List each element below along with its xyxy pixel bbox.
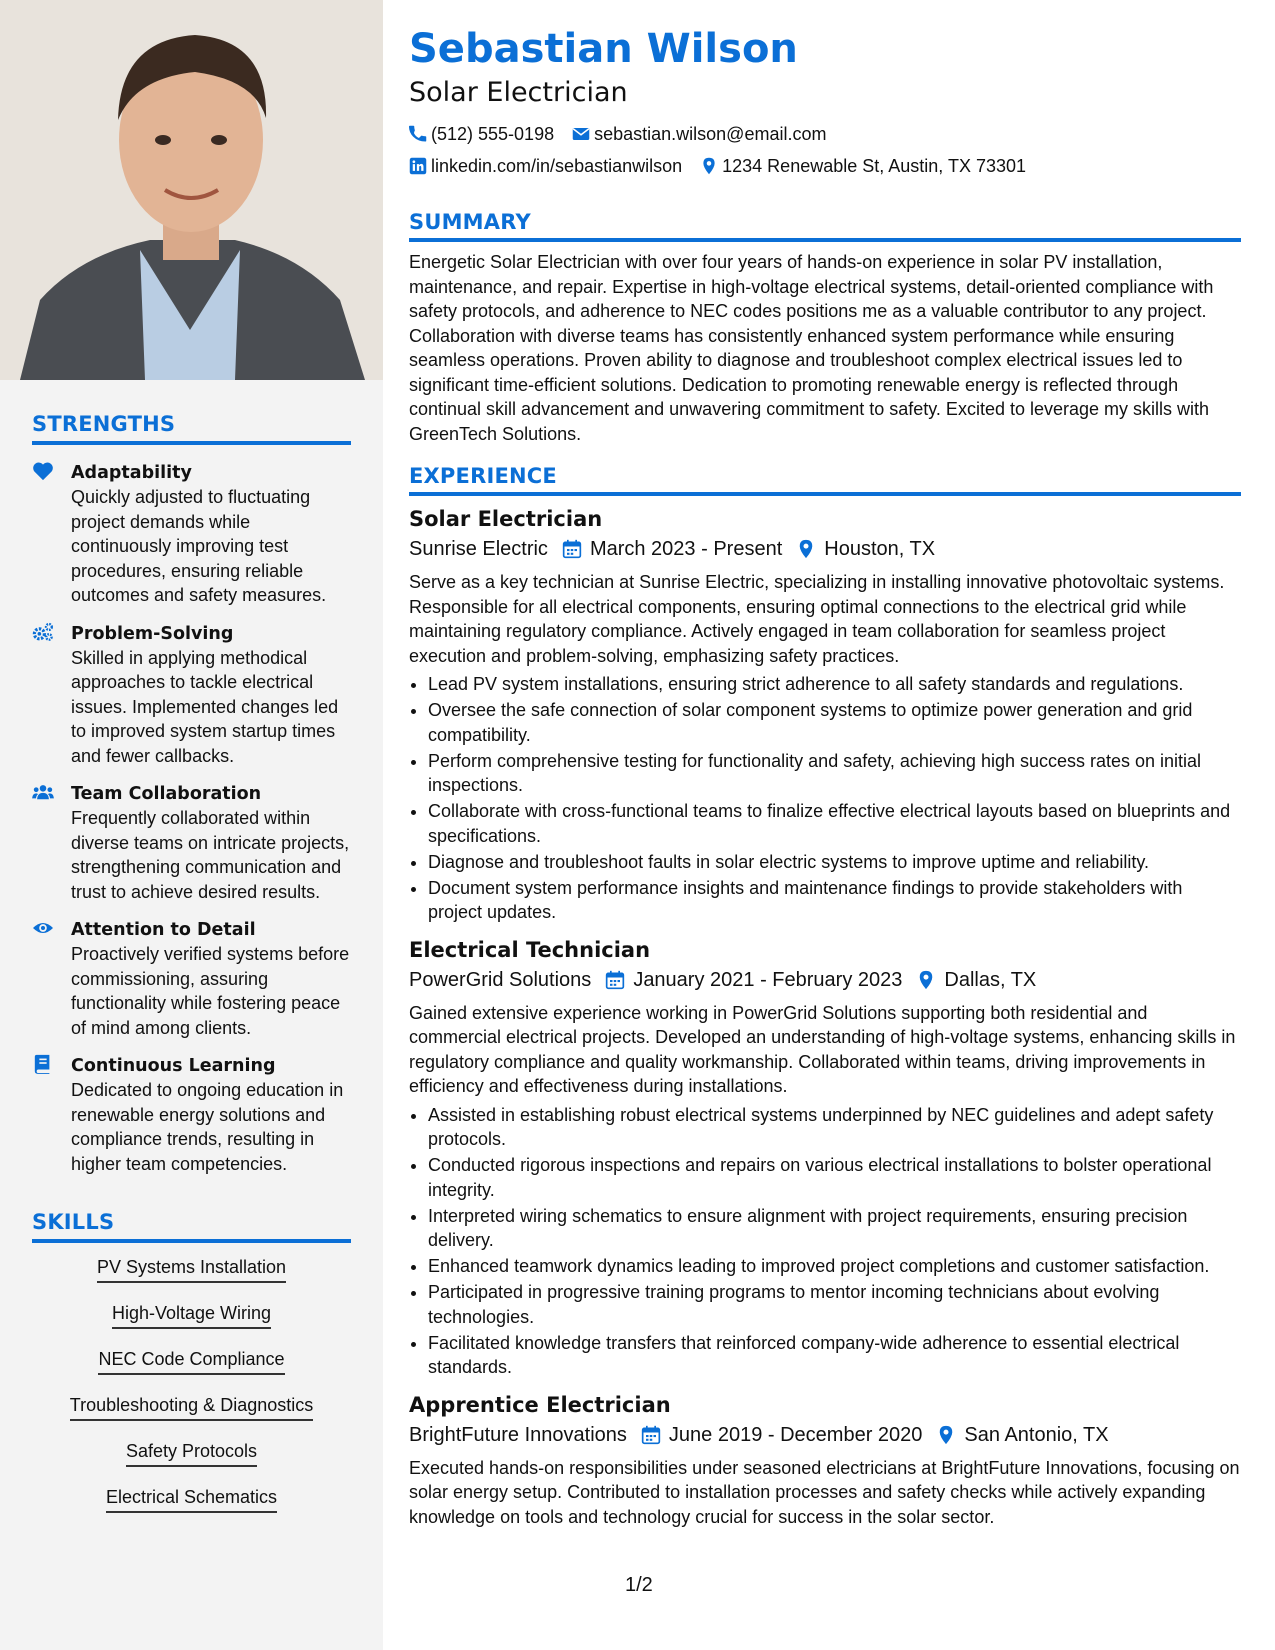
email-contact[interactable] bbox=[572, 118, 826, 150]
job-bullet: • Document system performance insights and maintenance findings to provide stakeholders with project updates. bbox=[428, 876, 1241, 925]
strength-description: Dedicated to ongoing education in renewable energy solutions and compliance trends, resulting in higher team competencies. bbox=[71, 1080, 344, 1174]
strength-description: Skilled in applying methodical approaches to tackle electrical issues. Implemented changes led to improved system startup times and fewer callbacks. bbox=[71, 647, 339, 766]
job-company: PowerGrid Solutions bbox=[409, 968, 592, 991]
strength-description: Quickly adjusted to fluctuating project demands while continuously improving test procedures, ensuring reliable outcomes and safety measures. bbox=[71, 487, 327, 605]
linkedin-contact[interactable] bbox=[409, 150, 682, 182]
envelope-icon bbox=[572, 125, 590, 143]
location-pin-icon bbox=[700, 157, 718, 175]
contact-row bbox=[409, 118, 1241, 150]
strength-item bbox=[32, 1054, 351, 1176]
job-bullet: • Lead PV system installations, ensuring strict adherence to all safety standards and regulations. bbox=[428, 672, 1241, 697]
email-text: sebastian.wilson@email.com bbox=[594, 124, 827, 144]
skills-list bbox=[32, 1255, 351, 1531]
calendar-icon bbox=[562, 539, 582, 559]
main-content bbox=[409, 22, 1241, 1529]
job-bullet: • Interpreted wiring schematics to ensure alignment with project requirements, ensuring precision delivery. bbox=[428, 1204, 1241, 1253]
job-location: Houston, TX bbox=[824, 538, 936, 560]
job-bullet: • Conducted rigorous inspections and repairs on various electrical installations to bolster operational integrity. bbox=[428, 1153, 1241, 1202]
skill-item: PV Systems Installation bbox=[97, 1255, 286, 1283]
phone-text: (512) 555-0198 bbox=[431, 124, 555, 144]
job-role: Electrical Technician bbox=[409, 937, 651, 962]
strength-item bbox=[32, 782, 351, 904]
skills-section bbox=[32, 1210, 351, 1531]
calendar-icon bbox=[605, 970, 625, 990]
job-meta bbox=[409, 965, 1241, 995]
job-role: Solar Electrician bbox=[409, 507, 603, 531]
strengths-heading: STRENGTHS bbox=[32, 412, 351, 445]
job-bullets bbox=[409, 672, 1241, 925]
linkedin-text: linkedin.com/in/sebastianwilson bbox=[431, 156, 683, 176]
job-bullets bbox=[409, 1103, 1241, 1380]
skill-item: Troubleshooting & Diagnostics bbox=[70, 1393, 313, 1421]
candidate-name: Sebastian Wilson bbox=[409, 26, 798, 72]
job-meta bbox=[409, 1420, 1241, 1450]
skill-item: Electrical Schematics bbox=[106, 1485, 277, 1513]
job-bullet: • Participated in progressive training programs to mentor incoming technicians about evolving technologies. bbox=[428, 1280, 1241, 1329]
job-description: Gained extensive experience working in PowerGrid Solutions supporting both residential and commercial electrical projects. Developed an understanding of high-voltage systems, enhancing skills in regulatory compliance and quality workmanship. Collaborated within teams, driving improvements in efficiency and effectiveness during installations. bbox=[409, 1002, 1236, 1096]
job-bullet: • Perform comprehensive testing for functionality and safety, achieving high success rates on initial inspections. bbox=[428, 749, 1241, 798]
job-role: Apprentice Electrician bbox=[409, 1392, 671, 1417]
location-pin-icon bbox=[796, 539, 816, 559]
job-bullet: • Enhanced teamwork dynamics leading to improved project completions and customer satisfaction. bbox=[428, 1254, 1241, 1279]
job-dates: January 2021 - February 2023 bbox=[633, 968, 903, 991]
job-bullet: • Facilitated knowledge transfers that reinforced company-wide adherence to essential electrical standards. bbox=[428, 1331, 1241, 1380]
heart-icon bbox=[32, 461, 56, 483]
page-number: 1/2 bbox=[625, 1574, 653, 1596]
summary-section bbox=[409, 210, 1241, 446]
linkedin-icon bbox=[409, 157, 427, 175]
address-contact bbox=[700, 150, 1026, 182]
job-meta bbox=[409, 534, 1241, 564]
profile-photo bbox=[0, 0, 383, 380]
skill-item: NEC Code Compliance bbox=[98, 1347, 284, 1375]
contact-row bbox=[409, 150, 1241, 182]
strength-title: Adaptability bbox=[71, 463, 192, 483]
job-bullet: • Diagnose and troubleshoot faults in solar electric systems to improve uptime and reliability. bbox=[428, 850, 1241, 875]
job-bullet: • Oversee the safe connection of solar component systems to optimize power generation and grid compatibility. bbox=[428, 698, 1241, 747]
strength-item bbox=[32, 622, 351, 769]
summary-text: Energetic Solar Electrician with over four years of hands-on experience in solar PV installation, maintenance, and repair. Expertise in high-voltage electrical systems, detail-oriented compliance with safety protocols, and adherence to NEC codes positions me as a valuable contributor to any project. Collaboration with diverse teams has consistently enhanced system performance while ensuring seamless operations. Proven ability to diagnose and troubleshoot complex electrical issues led to significant time-efficient solutions. Dedication to promoting renewable energy is reflected through continual skill advancement and unwavering commitment to safety. Excited to leverage my skills with GreenTech Solutions. bbox=[409, 252, 1214, 444]
strength-title: Team Collaboration bbox=[71, 784, 262, 804]
strength-title: Continuous Learning bbox=[71, 1056, 276, 1076]
job-location: Dallas, TX bbox=[944, 968, 1037, 991]
location-pin-icon bbox=[936, 1425, 956, 1445]
strength-item bbox=[32, 918, 351, 1040]
summary-heading: SUMMARY bbox=[409, 210, 1241, 242]
eye-icon bbox=[32, 918, 56, 940]
job-location: San Antonio, TX bbox=[964, 1423, 1109, 1446]
job-entry bbox=[409, 1390, 1241, 1530]
strengths-section bbox=[32, 412, 351, 1176]
job-bullet: • Assisted in establishing robust electrical systems underpinned by NEC guidelines and adept safety protocols. bbox=[428, 1103, 1241, 1152]
job-bullet: • Collaborate with cross-functional teams to finalize effective electrical layouts based on blueprints and specifications. bbox=[428, 799, 1241, 848]
strength-item bbox=[32, 461, 351, 608]
location-pin-icon bbox=[916, 970, 936, 990]
job-company: Sunrise Electric bbox=[409, 538, 548, 560]
strength-description: Frequently collaborated within diverse teams on intricate projects, strengthening communication and trust to achieve desired results. bbox=[71, 808, 350, 902]
users-icon bbox=[32, 782, 56, 804]
address-text: 1234 Renewable St, Austin, TX 73301 bbox=[722, 156, 1027, 176]
experience-section bbox=[409, 464, 1241, 1529]
skill-item: Safety Protocols bbox=[126, 1439, 257, 1467]
job-description: Executed hands-on responsibilities under seasoned electricians at BrightFuture Innovations, focusing on solar energy setup. Contributed to installation processes and safety checks while actively expanding knowledge on tools and technology crucial for success in the solar sector. bbox=[409, 1457, 1240, 1527]
job-dates: March 2023 - Present bbox=[589, 538, 783, 560]
sidebar bbox=[0, 0, 383, 1650]
book-icon bbox=[32, 1054, 56, 1076]
strength-title: Attention to Detail bbox=[71, 920, 256, 940]
job-company: BrightFuture Innovations bbox=[409, 1423, 627, 1446]
phone-contact[interactable] bbox=[409, 118, 554, 150]
phone-icon bbox=[409, 125, 427, 143]
gears-icon bbox=[32, 622, 56, 644]
job-entry bbox=[409, 935, 1241, 1380]
strength-description: Proactively verified systems before commissioning, assuring functionality while fostering peace of mind among clients. bbox=[71, 944, 350, 1038]
candidate-title: Solar Electrician bbox=[409, 77, 628, 108]
job-entry bbox=[409, 504, 1241, 925]
strength-title: Problem-Solving bbox=[71, 623, 234, 644]
skill-item: High-Voltage Wiring bbox=[112, 1301, 271, 1329]
job-description: Serve as a key technician at Sunrise Electric, specializing in installing innovative photovoltaic systems. Responsible for all electrical components, ensuring optimal connections to the electrical grid while maintaining regulatory compliance. Actively engaged in team collaboration for seamless project execution and problem-solving, emphasizing safety practices. bbox=[409, 572, 1225, 666]
job-dates: June 2019 - December 2020 bbox=[668, 1423, 923, 1446]
calendar-icon bbox=[641, 1425, 661, 1445]
experience-heading: EXPERIENCE bbox=[409, 464, 1241, 496]
skills-heading: SKILLS bbox=[32, 1210, 351, 1243]
